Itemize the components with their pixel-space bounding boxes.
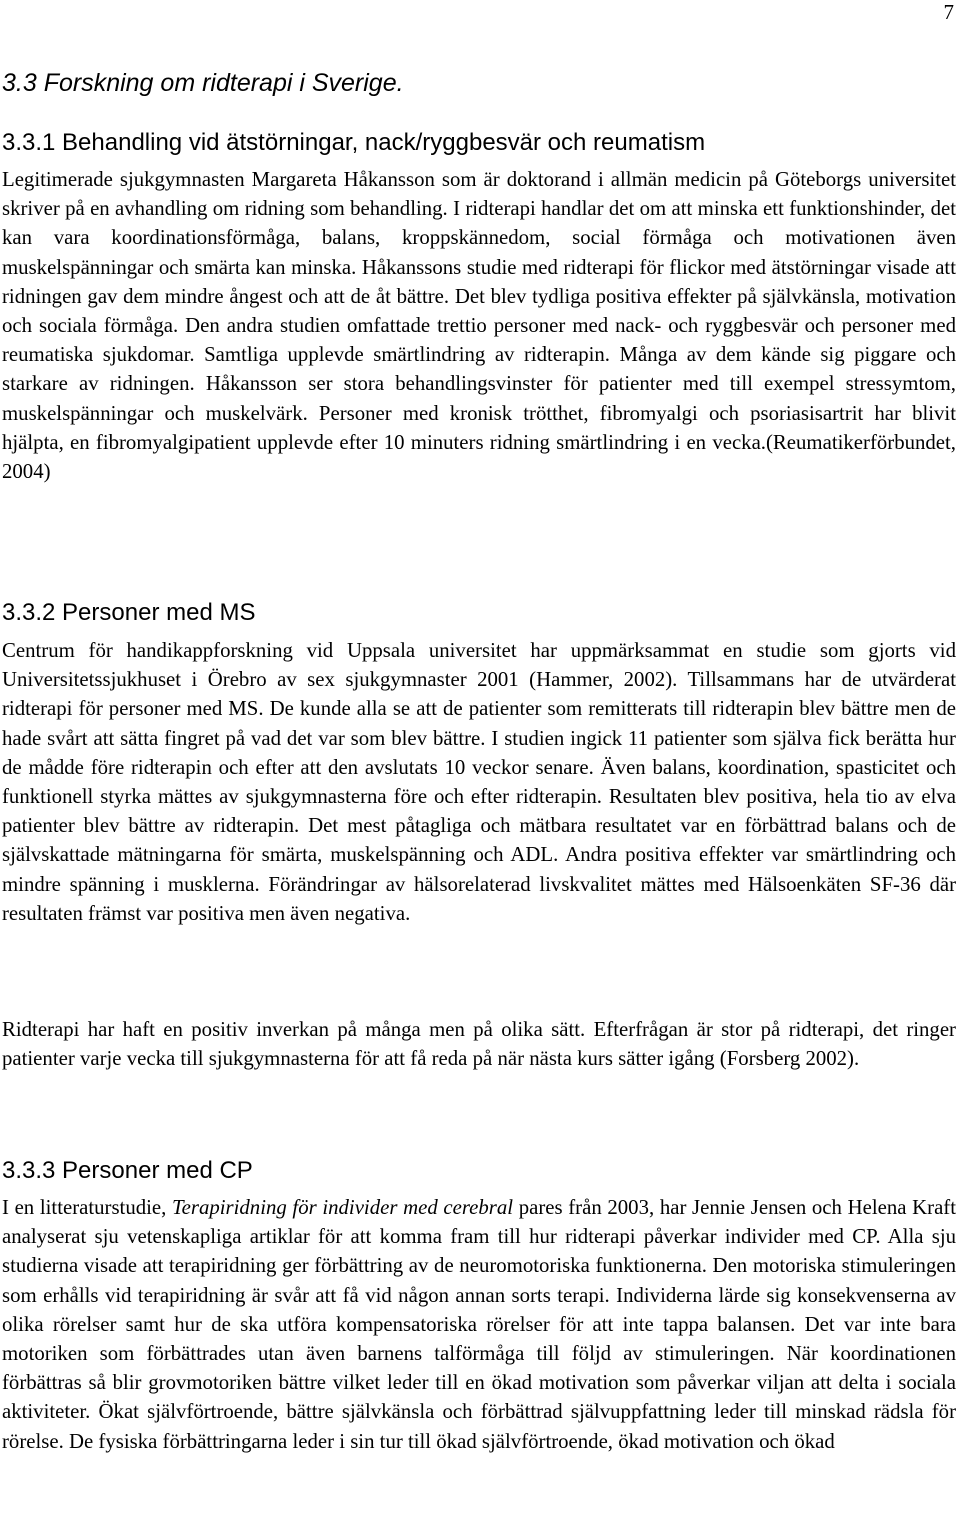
subsection-heading-3-3-3: 3.3.3 Personer med CP [2,1157,253,1184]
study-title-italic: Terapiridning för individer med cerebral [171,1196,514,1219]
paragraph-3-3-2-b: Ridterapi har haft en positiv inverkan på många men på olika sätt. Efterfrågan är stor på ridterapi, det ringer patienter varje vecka till sjukgymnasterna för att få reda på när nästa kurs sätter igång (Forsberg 2002). [2,1018,956,1071]
subsection-heading-3-3-2: 3.3.2 Personer med MS [2,599,256,626]
page-number: 7 [943,0,954,24]
paragraph-3-3-1: Legitimerade sjukgymnasten Margareta Håkansson som är doktorand i allmän medicin på Göteborgs universitet skriver på en avhandling om ridning som behandling. I ridterapi handlar det om att minska ett funktionshinder, det kan vara koordinationsförmåga, balans, kroppskännedom, social förmåga och motivationen även muskelspänningar och smärta kan minska. Håkanssons studie med ridterapi för flickor med ätstörningar visade att ridningen gav dem mindre ångest och att de åt bättre. Det blev tydliga positiva effekter på självkänsla, motivation och sociala förmåga. Den andra studien omfattade trettio personer med nack- och ryggbesvär och personer med reumatiska sjukdomar. Samtliga upplevde smärtlindring av ridterapin. Många av dem kände sig piggare och starkare av ridningen. Håkansson ser stora behandlingsvinster för patienter med till exempel stressymtom, muskelspänningar och muskelvärk. Personer med kronisk trötthet, fibromyalgi och psoriasisartrit har blivit hjälpta, en fibromyalgipatient upplevde efter 10 minuters ridning smärtlindring i en vecka.(Reumatikerförbundet, 2004) [2,168,956,484]
paragraph-intro-text: I en litteraturstudie, [2,1196,172,1219]
subsection-heading-3-3-1: 3.3.1 Behandling vid ätstörningar, nack/ryggbesvär och reumatism [2,129,706,156]
section-heading: 3.3 Forskning om ridterapi i Sverige. [2,69,404,97]
paragraph-3-3-2-a: Centrum för handikappforskning vid Uppsala universitet har uppmärksammat en studie som gjorts vid Universitetssjukhuset i Örebro av sex sjukgymnaster 2001 (Hammer, 2002). Tillsammans har de utvärderat ridterapi för personer med MS. De kunde alla se att de patienter som remitterats till ridterapin blev bättre men de hade svårt att sätta fingret på vad det var som blev bättre. I studien ingick 11 patienter som själva fick berätta hur de mådde före ridterapin och efter att den avslutats 10 veckor senare. Även balans, koordination, spasticitet och funktionell styrka mättes av sjukgymnasterna före och efter ridterapin. Resultaten blev positiva, hela tio av elva patienter blev bättre av ridterapin. Det mest påtagliga och mätbara resultatet var en förbättrad balans och de självskattade mätningarna för smärta, muskelspänning och ADL. Andra positiva effekter var smärtlindring och mindre spänning i musklerna. Förändringar av hälsorelaterad livskvalitet mättes med Hälsoenkäten SF-36 där resultaten främst var positiva men även negativa. [2,639,956,925]
paragraph-body-text: pares från 2003, har Jennie Jensen och Helena Kraft analyserat sju vetenskapliga artiklar för att komma fram till hur ridterapi påverkar individer med CP. Alla sju studierna visade att terapiridning ger förbättring av de neuromotoriska funktionerna. Den motoriska stimuleringen som erhålls vid terapiridning är svår att få vid någon annan sorts terapi. Individerna lärde sig konsekvenserna av olika rörelser samt hur de ska utföra kompensatoriska rörelser för att inte tappa balansen. Det var inte bara motoriken som förbättrades utan även barnens talförmåga till följd av stimuleringen. När koordinationen förbättras så blir grovmotoriken bättre vilket leder till en ökad motivation som påverkar viljan att delta i sociala aktiviteter. Ökat självförtroende, bättre självkänsla och förbättrad självuppfattning leder till minskad rädsla för rörelse. De fysiska förbättringarna leder i sin tur till ökad självförtroende, ökad motivation och ökad [2,1196,956,1453]
paragraph-3-3-3 [2,1193,956,1456]
